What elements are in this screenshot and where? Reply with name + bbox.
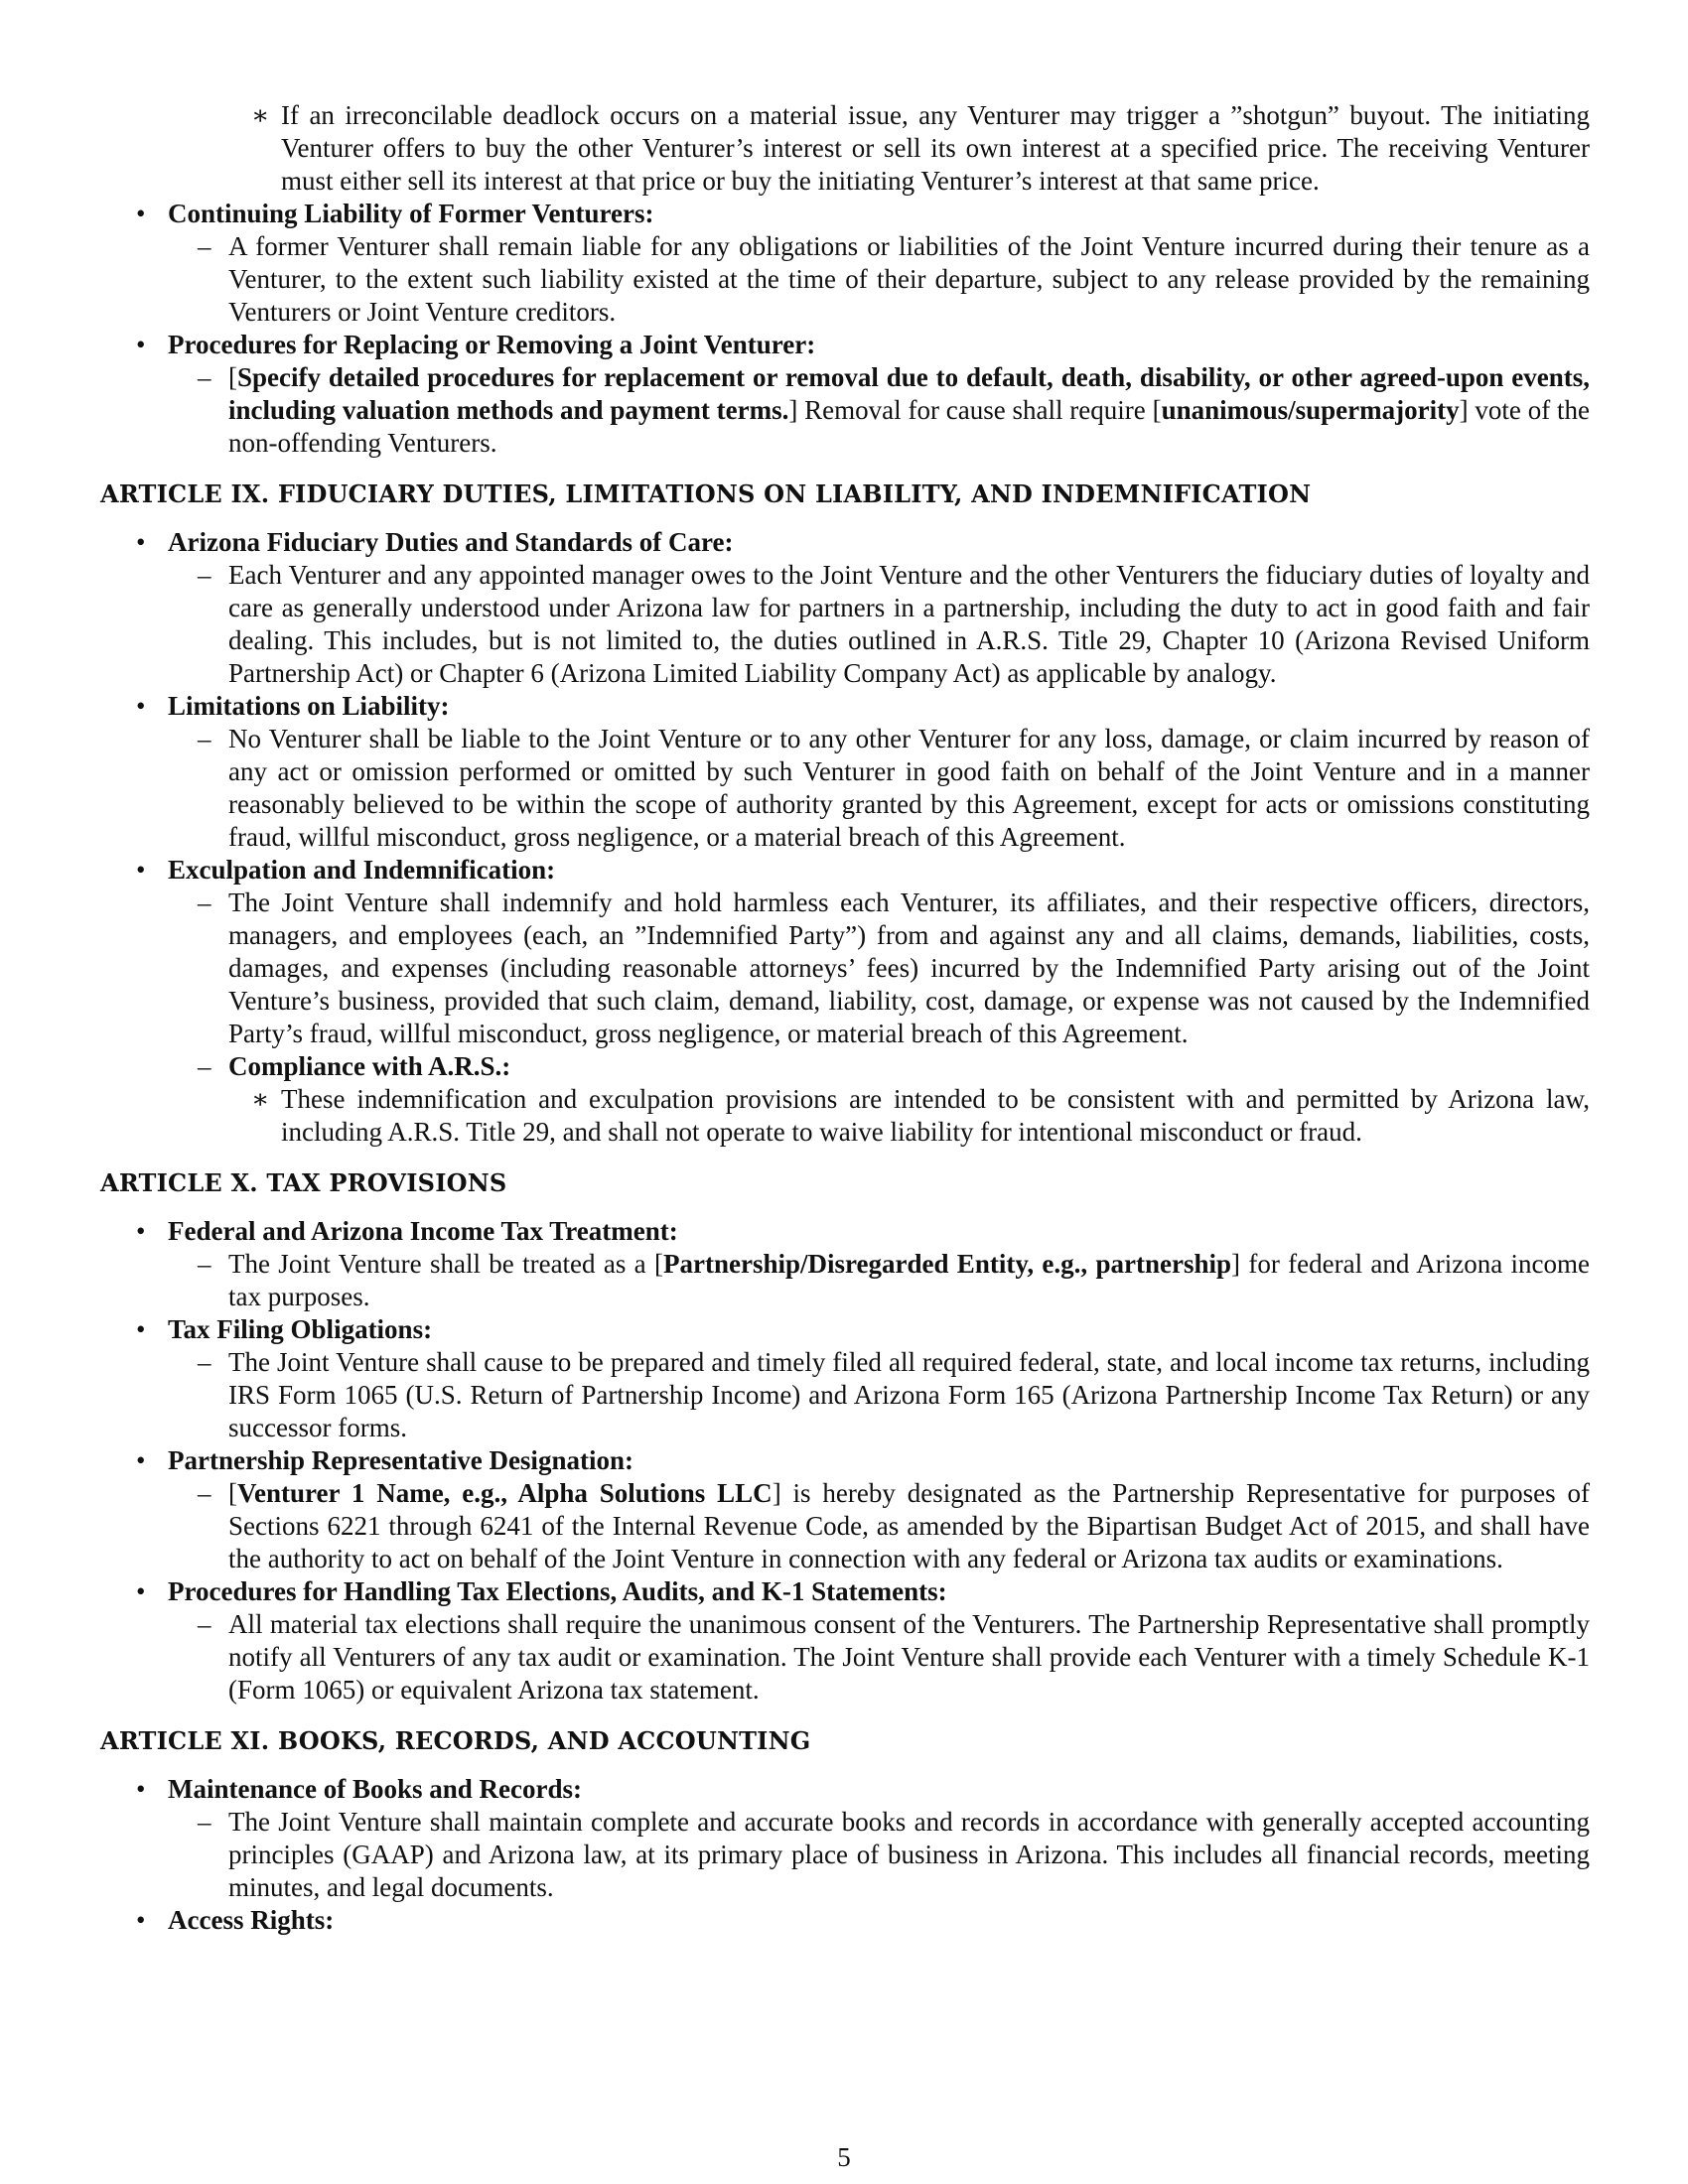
tax-treatment-close-bracket: ]	[1231, 1249, 1240, 1279]
fiduciary-duties-item	[100, 559, 1590, 690]
bullet-fiduciary-duties	[100, 526, 1590, 559]
bullet-mark: •	[136, 855, 146, 885]
dash-mark: –	[198, 1609, 211, 1639]
bullet-mark: •	[136, 330, 146, 359]
shotgun-buyout-text: If an irreconcilable deadlock occurs on a material issue, any Venturer may trigger a ”shotgun” buyout. The initiating Venturer offers to buy the other Venturer’s interest or sell its own interest at a specified price. The receiving Venturer must either sell its interest at that price or buy the initiating Venturer’s interest at that same price.	[281, 100, 1590, 196]
star-mark: ∗	[251, 1084, 270, 1114]
bullet-mark: •	[136, 1445, 146, 1475]
bullet-mark: •	[136, 1576, 146, 1606]
dash-mark: –	[198, 724, 211, 753]
star-mark: ∗	[251, 100, 270, 130]
replacing-close-bracket-2: ]	[1459, 395, 1469, 425]
compliance-ars-item	[100, 1050, 1590, 1083]
tax-elections-text: All material tax elections shall require the unanimous consent of the Venturers. The Partnership Representative shall promptly notify all Venturers of any tax audit or examination. The Joint Venture shall provide each Venturer with a timely Schedule K-1 (Form 1065) or equivalent Arizona tax statement.	[228, 1609, 1590, 1705]
bullet-tax-treatment	[100, 1215, 1590, 1248]
partnership-rep-text: is hereby designated as the Partnership Representative for purposes of Sections 6221 through 6241 of the Internal Revenue Code, as amended by the Bipartisan Budget Act of 2015, and shall have the authority to act on behalf of the Joint Venture in connection with any federal or Arizona tax audits or examinations.	[228, 1478, 1590, 1573]
article-10-title: ARTICLE X. TAX PROVISIONS	[100, 1168, 507, 1197]
partnership-rep-item	[100, 1477, 1590, 1575]
tax-entity-placeholder: Partnership/Disregarded Entity, e.g., partnership	[663, 1249, 1231, 1279]
tax-elections-item	[100, 1608, 1590, 1706]
bullet-mark: •	[136, 1216, 146, 1246]
shotgun-buyout-item	[100, 99, 1590, 198]
bullet-continuing-liability	[100, 198, 1590, 230]
compliance-ars-detail	[100, 1083, 1590, 1149]
fiduciary-duties-text: Each Venturer and any appointed manager owes to the Joint Venture and the other Venturers the fiduciary duties of loyalty and care as generally understood under Arizona law for partners in a partnership, including the duty to act in good faith and fair dealing. This includes, but is not limited to, the duties outlined in A.R.S. Title 29, Chapter 10 (Arizona Revised Uniform Partnership Act) or Chapter 6 (Arizona Limited Liability Company Act) as applicable by analogy.	[228, 560, 1590, 688]
continuing-liability-heading: Continuing Liability of Former Venturers:	[168, 199, 654, 228]
books-records-text: The Joint Venture shall maintain complete and accurate books and records in accordance with generally accepted accounting principles (GAAP) and Arizona law, at its primary place of business in Arizona. This includes all financial records, meeting minutes, and legal documents.	[228, 1807, 1590, 1902]
limitations-liability-text: No Venturer shall be liable to the Joint Venture or to any other Venturer for any loss, damage, or claim incurred by reason of any act or omission performed or omitted by such Venturer in good faith on behalf of the Joint Venture and in a manner reasonably believed to be within the scope of authority granted by this Agreement, except for acts or omissions constituting fraud, willful misconduct, gross negligence, or a material breach of this Agreement.	[228, 724, 1590, 852]
partnership-rep-close-bracket: ]	[772, 1478, 781, 1508]
exculpation-item	[100, 887, 1590, 1050]
tax-treatment-heading: Federal and Arizona Income Tax Treatment:	[168, 1216, 678, 1246]
books-records-item	[100, 1806, 1590, 1904]
tax-elections-heading: Procedures for Handling Tax Elections, Audits, and K-1 Statements:	[168, 1576, 947, 1606]
bullet-exculpation	[100, 854, 1590, 887]
bullet-mark: •	[136, 1314, 146, 1344]
bullet-mark: •	[136, 527, 146, 557]
dash-mark: –	[198, 1347, 211, 1377]
article-9-title: ARTICLE IX. FIDUCIARY DUTIES, LIMITATIONS ON LIABILITY, AND INDEMNIFICATION	[100, 479, 1312, 508]
bullet-tax-elections	[100, 1575, 1590, 1608]
exculpation-heading: Exculpation and Indemnification:	[168, 855, 556, 885]
exculpation-text: The Joint Venture shall indemnify and hold harmless each Venturer, its affiliates, and their respective officers, directors, managers, and employees (each, an ”Indemnified Party”) from and against any and all claims, demands, liabilities, costs, damages, and expenses (including reasonable attorneys’ fees) incurred by the Indemnified Party arising out of the Joint Venture’s business, provided that such claim, demand, liability, cost, damage, or expense was not caused by the Indemnified Party’s fraud, willful misconduct, gross negligence, or material breach of this Agreement.	[228, 887, 1590, 1048]
dash-mark: –	[198, 1051, 211, 1081]
document-body	[100, 99, 1590, 1937]
compliance-ars-heading: Compliance with A.R.S.:	[228, 1051, 511, 1081]
dash-mark: –	[198, 887, 211, 917]
bullet-limitations-liability	[100, 690, 1590, 723]
dash-mark: –	[198, 1807, 211, 1837]
continuing-liability-text: A former Venturer shall remain liable for any obligations or liabilities of the Joint Venture incurred during their tenure as a Venturer, to the extent such liability existed at the time of their departure, subject to any release provided by the remaining Venturers or Joint Venture creditors.	[228, 231, 1590, 327]
replacing-venturer-item	[100, 361, 1590, 460]
replacing-vote-text: vote of the non-offending Venturers.	[228, 395, 1590, 458]
tax-filing-text: The Joint Venture shall cause to be prepared and timely filed all required federal, state, and local income tax returns, including IRS Form 1065 (U.S. Return of Partnership Income) and Arizona Form 165 (Arizona Partnership Income Tax Return) or any successor forms.	[228, 1347, 1590, 1442]
replacing-open-bracket-2: [	[1152, 395, 1162, 425]
replacing-placeholder: Specify detailed procedures for replacement or removal due to default, death, disability, or other agreed-upon events, including valuation methods and payment terms.	[228, 362, 1590, 425]
replacing-removal-text: Removal for cause shall require	[797, 395, 1153, 425]
dash-mark: –	[198, 560, 211, 590]
dash-mark: –	[198, 1478, 211, 1508]
limitations-liability-item	[100, 723, 1590, 854]
bullet-access-rights	[100, 1904, 1590, 1937]
venturer-name-placeholder: Venturer 1 Name, e.g., Alpha Solutions LLC	[237, 1478, 773, 1508]
vote-threshold-placeholder: unanimous/supermajority	[1161, 395, 1460, 425]
tax-treatment-open-bracket: [	[654, 1249, 663, 1279]
limitations-liability-heading: Limitations on Liability:	[168, 691, 450, 721]
bullet-partnership-rep	[100, 1444, 1590, 1477]
bullet-tax-filing	[100, 1313, 1590, 1346]
partnership-rep-open-bracket: [	[228, 1478, 237, 1508]
replacing-open-bracket: [	[228, 362, 237, 392]
books-records-heading: Maintenance of Books and Records:	[168, 1774, 582, 1804]
bullet-mark: •	[136, 1905, 146, 1935]
tax-treatment-text-after: for federal and Arizona income tax purposes.	[228, 1249, 1590, 1311]
article-11-title: ARTICLE XI. BOOKS, RECORDS, AND ACCOUNTING	[100, 1726, 811, 1755]
bullet-mark: •	[136, 199, 146, 228]
tax-filing-item	[100, 1346, 1590, 1444]
compliance-ars-text: These indemnification and exculpation provisions are intended to be consistent with and permitted by Arizona law, including A.R.S. Title 29, and shall not operate to waive liability for intentional misconduct or fraud.	[281, 1084, 1590, 1147]
dash-mark: –	[198, 231, 211, 261]
replacing-close-bracket: ]	[788, 395, 798, 425]
dash-mark: –	[198, 1249, 211, 1279]
page-number: 5	[837, 2142, 851, 2172]
bullet-books-records	[100, 1773, 1590, 1806]
partnership-rep-heading: Partnership Representative Designation:	[168, 1445, 633, 1475]
fiduciary-duties-heading: Arizona Fiduciary Duties and Standards of Care:	[168, 527, 734, 557]
tax-treatment-text-before: The Joint Venture shall be treated as a	[228, 1249, 654, 1279]
continuing-liability-item	[100, 230, 1590, 329]
bullet-replacing-venturer	[100, 329, 1590, 361]
dash-mark: –	[198, 362, 211, 392]
replacing-venturer-heading: Procedures for Replacing or Removing a Joint Venturer:	[168, 330, 816, 359]
tax-treatment-item	[100, 1248, 1590, 1313]
tax-filing-heading: Tax Filing Obligations:	[168, 1314, 433, 1344]
bullet-mark: •	[136, 1774, 146, 1804]
bullet-mark: •	[136, 691, 146, 721]
access-rights-heading: Access Rights:	[168, 1905, 335, 1935]
